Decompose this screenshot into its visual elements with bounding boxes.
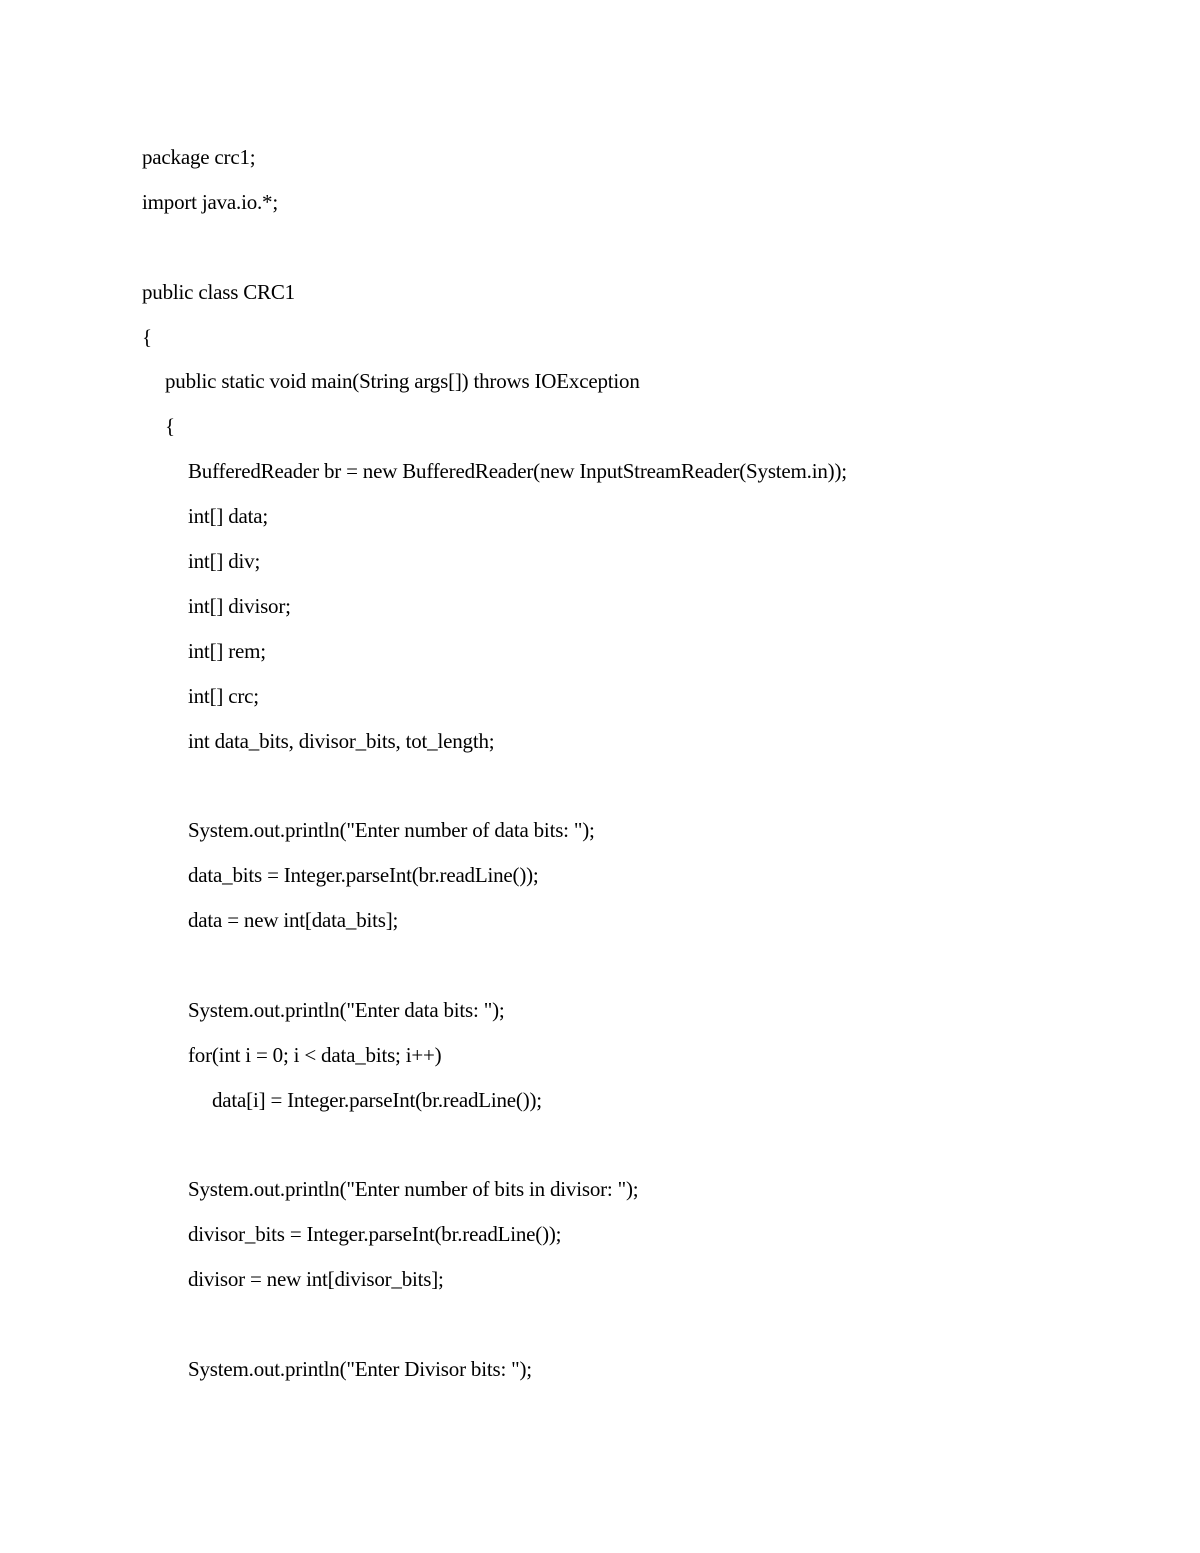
code-line-main-signature: public static void main(String args[]) throws IOException — [165, 369, 640, 394]
code-line-read-divisor-count: divisor_bits = Integer.parseInt(br.readLine()); — [188, 1222, 562, 1247]
code-line-for-loop: for(int i = 0; i < data_bits; i++) — [188, 1042, 442, 1067]
code-line-blank — [142, 949, 1142, 994]
code-line-read-data-bit: data[i] = Integer.parseInt(br.readLine()); — [212, 1087, 542, 1112]
code-line-class-open-brace: { — [142, 324, 152, 349]
code-line-class-declaration: public class CRC1 — [142, 279, 295, 304]
code-line-prompt-divisor-bits: System.out.println("Enter Divisor bits: "); — [188, 1357, 532, 1382]
code-line-read-data-count: data_bits = Integer.parseInt(br.readLine()); — [188, 863, 539, 888]
code-line-prompt-divisor-count: System.out.println("Enter number of bits in divisor: "); — [188, 1177, 639, 1202]
code-line-decl-rem: int[] rem; — [188, 638, 266, 663]
code-line-blank — [142, 1308, 1142, 1353]
code-line-alloc-divisor: divisor = new int[divisor_bits]; — [188, 1267, 444, 1292]
code-line-decl-crc: int[] crc; — [188, 683, 259, 708]
code-line-prompt-data-bits: System.out.println("Enter data bits: "); — [188, 997, 505, 1022]
code-line-buffered-reader: BufferedReader br = new BufferedReader(new InputStreamReader(System.in)); — [188, 459, 847, 484]
code-line-blank — [142, 769, 1142, 814]
code-line-blank — [142, 231, 1142, 276]
code-line-package: package crc1; — [142, 145, 256, 169]
code-line-main-open-brace: { — [165, 414, 175, 439]
code-line-import: import java.io.*; — [142, 189, 278, 214]
code-line-decl-ints: int data_bits, divisor_bits, tot_length; — [188, 728, 495, 753]
code-line-alloc-data: data = new int[data_bits]; — [188, 908, 399, 933]
code-line-decl-data: int[] data; — [188, 504, 269, 529]
code-line-decl-div: int[] div; — [188, 549, 261, 574]
code-line-prompt-data-count: System.out.println("Enter number of data bits: "); — [188, 818, 595, 843]
code-line-blank — [142, 1129, 1142, 1174]
code-line-decl-divisor: int[] divisor; — [188, 593, 291, 618]
code-listing — [142, 141, 1142, 1398]
